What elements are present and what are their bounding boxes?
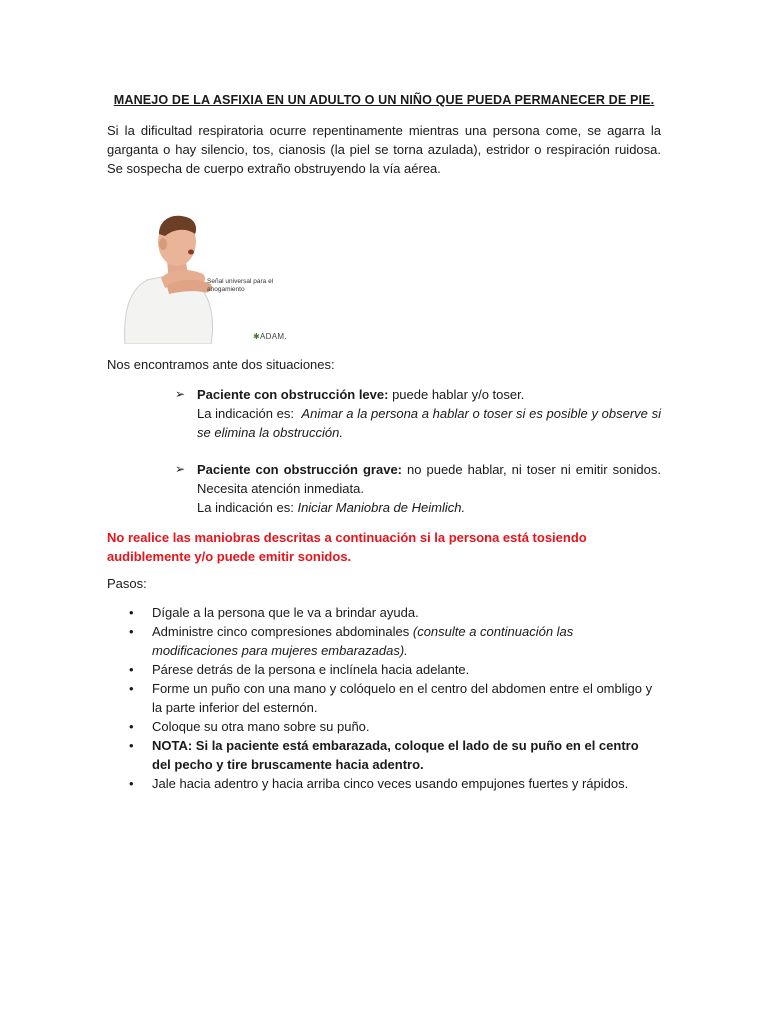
step-note-bold: NOTA: Si la paciente está embarazada, coloque el lado de su puño en el centro del pecho y tire bruscamente hacia adentro.	[152, 738, 639, 772]
indication-prefix: La indicación es:	[197, 406, 302, 421]
step-text: Párese detrás de la persona e inclínela hacia adelante.	[152, 662, 470, 677]
case-severe-obstruction	[175, 460, 661, 517]
bullet-icon: •	[129, 776, 134, 791]
adam-logo-text: ADAM.	[260, 332, 287, 341]
case-label: Paciente con obstrucción grave:	[197, 462, 403, 477]
intro-paragraph: Si la dificultad respiratoria ocurre repentinamente mientras una persona come, se agarra la garganta o hay silencio, tos, cianosis (la piel se torna azulada), estridor o respiración ruidosa. Se sospecha de cuerpo extraño obstruyendo la vía aérea.	[107, 123, 661, 176]
adam-logo	[253, 332, 287, 341]
bullet-icon: •	[129, 738, 134, 753]
figure-caption: Señal universal para el ahogamiento	[207, 278, 274, 293]
step-text: Jale hacia adentro y hacia arriba cinco veces usando empujones fuertes y rápidos.	[152, 776, 629, 791]
case-mild-obstruction	[175, 385, 661, 442]
step-text: Forme un puño con una mano y colóquelo en el centro del abdomen entre el ombligo y la parte inferior del esternón.	[152, 681, 653, 715]
case-text: puede hablar y/o toser.	[388, 387, 525, 402]
step-text: Administre cinco compresiones abdominales	[152, 624, 413, 639]
bullet-icon: •	[129, 681, 134, 696]
bullet-icon: •	[129, 662, 134, 677]
situations-heading: Nos encontramos ante dos situaciones:	[107, 357, 335, 372]
case-label: Paciente con obstrucción leve:	[197, 387, 389, 402]
bullet-icon: •	[129, 624, 134, 639]
bullet-icon: •	[129, 719, 134, 734]
list-item	[107, 717, 661, 736]
list-item	[107, 603, 661, 622]
list-item	[107, 622, 661, 660]
choking-sign-illustration	[119, 212, 291, 344]
warning-notice: No realice las maniobras descritas a continuación si la persona está tosiendo audiblemente y/o puede emitir sonidos.	[107, 530, 587, 564]
steps-list	[107, 603, 661, 793]
indication-prefix: La indicación es:	[197, 500, 298, 515]
indication-text: Animar a la persona a hablar o toser si es posible y observe si se elimina la obstrucción.	[197, 406, 661, 440]
arrow-bullet-icon: ➢	[175, 462, 186, 476]
case-text: no puede hablar, ni toser ni emitir sonidos. Necesita atención inmediata.	[197, 462, 661, 496]
list-item	[107, 660, 661, 679]
arrow-bullet-icon: ➢	[175, 387, 186, 401]
list-item	[107, 679, 661, 717]
list-item	[107, 736, 661, 774]
step-text: Dígale a la persona que le va a brindar ayuda.	[152, 605, 419, 620]
adam-logo-mark: ✱	[253, 332, 261, 341]
document-title: MANEJO DE LA ASFIXIA EN UN ADULTO O UN NIÑO QUE PUEDA PERMANECER DE PIE.	[113, 93, 655, 107]
indication-text: Iniciar Maniobra de Heimlich.	[297, 500, 466, 515]
step-text: Coloque su otra mano sobre su puño.	[152, 719, 370, 734]
steps-heading: Pasos:	[107, 576, 147, 591]
step-note: (consulte a continuación las modificaciones para mujeres embarazadas).	[152, 624, 574, 658]
list-item	[107, 774, 661, 793]
bullet-icon: •	[129, 605, 134, 620]
